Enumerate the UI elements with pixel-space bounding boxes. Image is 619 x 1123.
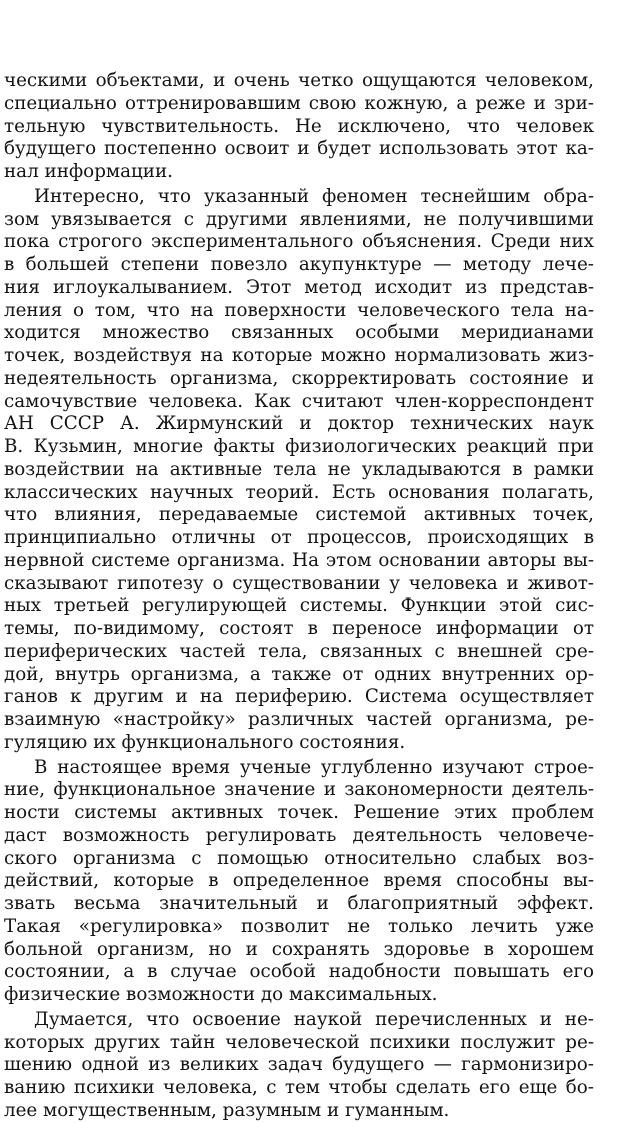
paragraph-4: [4, 1009, 594, 1123]
text-line: ванию психики человека, с тем чтобы сделать его еще бо-: [4, 1077, 594, 1098]
text-line: в большей степени повезло акупунктуре — методу лече-: [4, 254, 594, 275]
text-line: недеятельность организма, скорректировать состояние и: [4, 367, 594, 389]
text-line: нервной системе организма. На этом основании авторы вы-: [4, 549, 594, 571]
text-line: тельную чувствительность. Не исключено, что человек: [4, 115, 594, 137]
text-line: ных третьей регулирующей системы. Функции этой сис-: [4, 595, 594, 617]
text-line: которых других тайн человеческой психики послужит ре-: [4, 1031, 594, 1053]
text-line: звать весьма значительный и благоприятный эффект.: [4, 893, 594, 914]
text-line: больной организм, но и сохранять здоровье в хорошем: [4, 938, 594, 960]
text-line: ского организма с помощью относительно слабых воз-: [4, 847, 594, 869]
text-line: ходится множество связанных особыми меридианами: [4, 322, 594, 344]
text-line: гуляцию их функционального состояния.: [4, 731, 406, 753]
text-line: АН СССР А. Жирмунский и доктор технических наук: [4, 413, 594, 435]
text-line: ления о том, что на поверхности человеческого тела на-: [4, 299, 594, 321]
page-text: [4, 70, 594, 1123]
text-line: шению одной из великих задач будущего — гармонизиро-: [4, 1054, 594, 1076]
text-line: специально оттренировавшим свою кожную, а реже и зри-: [4, 92, 594, 114]
text-line: зом увязывается с другими явлениями, не получившими: [4, 208, 594, 230]
text-line: взаимную «настройку» различных частей организма, ре-: [4, 709, 594, 730]
text-line: что влияния, передаваемые системой активных точек,: [4, 504, 594, 526]
text-line: нал информации.: [4, 161, 173, 182]
text-line: Интересно, что указанный феномен теснейшим обра-: [34, 185, 594, 207]
text-line: пока строгого экспериментального объяснения. Среди них: [4, 231, 594, 253]
text-line: В настоящее время ученые углубленно изучают строе-: [34, 756, 594, 778]
text-line: самочувствие человека. Как считают член-корреспондент: [4, 390, 594, 412]
text-line: будущего постепенно освоит и будет использовать этот ка-: [4, 138, 594, 160]
text-line: темы, по-видимому, состоят в переносе информации от: [4, 618, 594, 639]
text-line: состоянии, а в случае особой надобности повышать его: [4, 961, 594, 983]
text-line: воздействии на активные тела не укладываются в рамки: [4, 458, 594, 480]
text-line: классических научных теорий. Есть основания полагать,: [4, 481, 594, 503]
text-line: ние, функциональное значение и закономерности деятель-: [4, 779, 594, 801]
text-line: физические возможности до максимальных.: [4, 984, 438, 1005]
paragraph-2: [4, 186, 594, 755]
text-line: периферических частей тела, связанных с внешней сре-: [4, 640, 594, 662]
text-line: ния иглоукалыванием. Этот метод исходит из представ-: [4, 276, 594, 298]
paragraph-1: [4, 70, 594, 184]
text-line: действий, которые в определенное время способны вы-: [4, 870, 594, 892]
text-line: ности системы активных точек. Решение этих проблем: [4, 802, 594, 823]
text-line: сказывают гипотезу о существовании у человека и живот-: [4, 572, 594, 594]
text-line: лее могущественным, разумным и гуманным.: [4, 1099, 450, 1121]
text-line: В. Кузьмин, многие факты физиологических реакций при: [4, 436, 594, 457]
text-line: принципиально отличны от процессов, происходящих в: [4, 527, 594, 548]
text-line: ганов к другим и на периферию. Система осуществляет: [4, 686, 594, 708]
text-line: ческими объектами, и очень четко ощущаются человеком,: [4, 70, 594, 91]
paragraph-3: [4, 757, 594, 1007]
text-line: Думается, что освоение наукой перечисленных и не-: [34, 1008, 594, 1030]
text-line: дой, внутрь организма, а также от одних внутренних ор-: [4, 663, 594, 685]
text-line: Такая «регулировка» позволит не только лечить уже: [4, 915, 594, 937]
text-line: точек, воздействуя на которые можно нормализовать жиз-: [4, 345, 594, 366]
text-line: даст возможность регулировать деятельность человече-: [4, 824, 594, 846]
